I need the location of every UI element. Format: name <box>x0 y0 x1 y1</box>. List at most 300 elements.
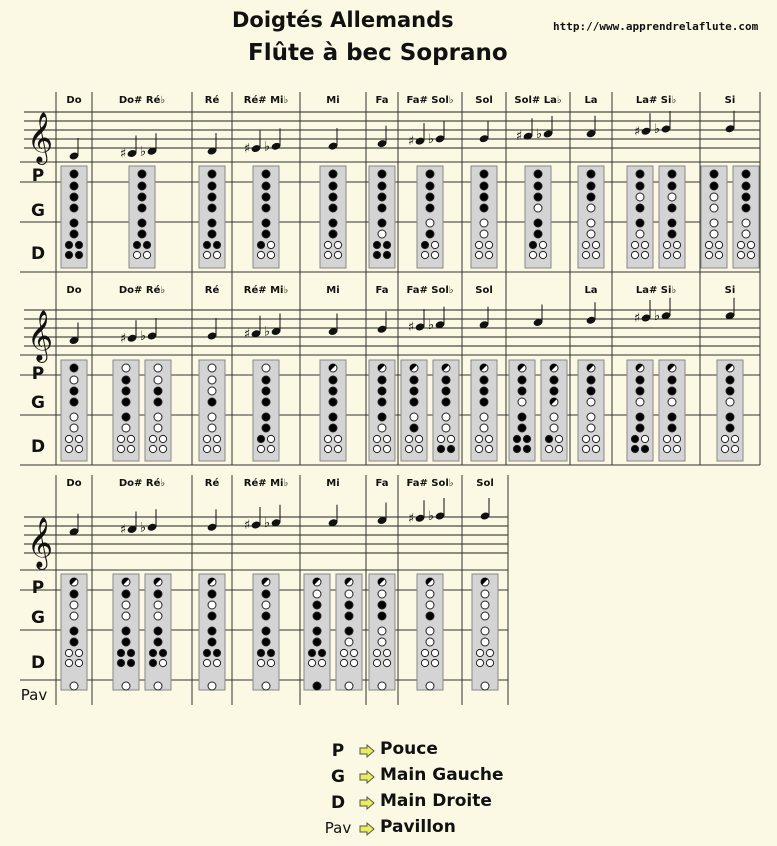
hole-closed <box>329 376 337 384</box>
hole-closed <box>208 230 216 238</box>
hole-open <box>159 435 166 442</box>
hole-closed <box>480 398 488 406</box>
note-column <box>199 284 225 461</box>
hole-closed <box>203 241 210 248</box>
hole-open <box>267 659 274 666</box>
fingering-column-bg <box>417 166 443 268</box>
hole-closed <box>410 376 418 384</box>
hole-open <box>405 445 412 452</box>
hole-open <box>159 659 166 666</box>
hole-closed <box>138 182 146 190</box>
hole-closed <box>636 204 644 212</box>
hole-open <box>410 413 418 421</box>
hole-open <box>431 241 438 248</box>
flat-sign-icon: ♭ <box>139 144 147 160</box>
hole-closed <box>668 413 676 421</box>
hole-closed <box>70 193 78 201</box>
hole-closed <box>262 376 270 384</box>
note-column <box>472 478 498 690</box>
fingering-column-bg <box>369 166 395 268</box>
hole-closed <box>257 241 264 248</box>
hole-open <box>587 424 595 432</box>
fingering-column-bg <box>525 166 551 268</box>
fingering-column-bg <box>253 360 279 461</box>
hole-open <box>262 601 270 609</box>
hole-open <box>122 424 130 432</box>
hole-closed <box>631 435 638 442</box>
hole-closed <box>437 445 444 452</box>
hole-closed <box>641 445 648 452</box>
hole-closed <box>65 241 72 248</box>
hole-open <box>208 376 216 384</box>
hole-open <box>154 682 162 690</box>
hole-open <box>663 241 670 248</box>
hole-closed <box>378 219 386 227</box>
hole-closed <box>159 649 166 656</box>
page-title: Doigtés Allemands <box>232 8 454 32</box>
fingering-column-bg <box>320 360 346 461</box>
note-column <box>244 477 289 690</box>
hole-open <box>65 649 72 656</box>
site-url[interactable]: http://www.apprendrelaflute.com <box>553 20 759 33</box>
hole-open <box>70 424 78 432</box>
hole-closed <box>257 435 264 442</box>
hole-closed <box>208 398 216 406</box>
hole-open <box>415 445 422 452</box>
hole-open <box>475 251 482 258</box>
hole-open <box>731 435 738 442</box>
hole-closed <box>262 204 270 212</box>
arrow-right-icon <box>359 770 375 784</box>
hole-open <box>70 376 78 384</box>
fingering-column-bg <box>659 360 685 461</box>
hole-open <box>122 364 130 372</box>
hole-open <box>378 424 386 432</box>
note-label: Fa# Sol♭ <box>406 95 454 106</box>
fingering <box>304 574 330 690</box>
hole-open <box>208 364 216 372</box>
hole-closed <box>636 170 644 178</box>
hole-closed <box>587 387 595 395</box>
fingering <box>627 360 653 461</box>
hole-closed <box>710 182 718 190</box>
hole-open <box>208 682 216 690</box>
hole-open <box>715 251 722 258</box>
hole-closed <box>426 170 434 178</box>
hole-open <box>213 435 220 442</box>
hole-open <box>534 204 542 212</box>
treble-clef-icon: 𝄞 <box>27 310 54 361</box>
hole-open <box>476 649 483 656</box>
fingering <box>199 360 225 461</box>
hole-closed <box>262 170 270 178</box>
hole-closed <box>378 387 386 395</box>
note-label: Fa# Sol♭ <box>406 285 454 296</box>
hole-open <box>555 445 562 452</box>
hole-open <box>203 659 210 666</box>
sharp-sign-icon: ♯ <box>407 134 415 150</box>
hole-closed <box>523 445 530 452</box>
hole-closed <box>345 612 353 620</box>
note-label: Fa <box>375 285 389 296</box>
hole-closed <box>262 612 270 620</box>
hole-open <box>431 251 438 258</box>
hole-closed <box>208 612 216 620</box>
hole-open <box>481 612 489 620</box>
hole-closed <box>329 387 337 395</box>
hole-open <box>663 251 670 258</box>
hole-open <box>70 413 78 421</box>
hole-open <box>426 638 434 646</box>
flat-sign-icon: ♭ <box>535 126 543 142</box>
hole-open <box>555 435 562 442</box>
fingering <box>578 360 604 461</box>
hole-closed <box>668 219 676 227</box>
hole-open <box>345 590 353 598</box>
hole-closed <box>208 170 216 178</box>
hole-open <box>631 251 638 258</box>
hole-open <box>426 219 434 227</box>
hole-open <box>710 230 718 238</box>
fingering-column-bg <box>113 360 139 461</box>
flat-sign-icon: ♭ <box>139 520 147 536</box>
fingering-column-bg <box>320 166 346 268</box>
hole-open <box>334 445 341 452</box>
hole-closed <box>262 638 270 646</box>
hole-closed <box>668 230 676 238</box>
hole-closed <box>138 193 146 201</box>
fingering <box>659 166 685 268</box>
hole-closed <box>262 424 270 432</box>
flat-sign-icon: ♭ <box>653 122 661 137</box>
fingering-column-bg <box>471 360 497 461</box>
hole-open <box>486 649 493 656</box>
hole-open <box>480 424 488 432</box>
arrow-right-icon <box>359 796 375 810</box>
hole-open <box>75 659 82 666</box>
hole-closed <box>742 204 750 212</box>
hole-open <box>122 601 130 609</box>
note-column <box>244 94 289 268</box>
fingering-column-bg <box>541 360 567 461</box>
hole-open <box>350 659 357 666</box>
row-label-pavillon: Pav <box>20 686 48 704</box>
hole-closed <box>70 170 78 178</box>
hole-open <box>747 251 754 258</box>
fingering <box>471 360 497 461</box>
hole-closed <box>668 204 676 212</box>
hole-closed <box>480 376 488 384</box>
hole-open <box>481 601 489 609</box>
hole-open <box>373 659 380 666</box>
hole-closed <box>529 241 536 248</box>
fingering <box>145 360 171 461</box>
arrow-right-icon <box>359 822 375 836</box>
hole-open <box>127 445 134 452</box>
row-label-gauche: G <box>31 608 45 628</box>
legend-label: Pavillon <box>380 817 456 837</box>
hole-open <box>313 590 321 598</box>
hole-closed <box>208 638 216 646</box>
fingering-column-bg <box>733 166 759 268</box>
hole-closed <box>550 387 558 395</box>
note-label: Sol <box>475 95 493 106</box>
hole-closed <box>421 241 428 248</box>
hole-closed <box>117 659 124 666</box>
hole-closed <box>133 241 140 248</box>
note-column <box>61 478 87 690</box>
note-label: Do <box>66 478 82 489</box>
hole-closed <box>373 251 380 258</box>
system-2 <box>20 282 760 465</box>
hole-open <box>631 241 638 248</box>
hole-open <box>582 445 589 452</box>
hole-open <box>431 649 438 656</box>
hole-closed <box>668 424 676 432</box>
hole-open <box>154 364 162 372</box>
legend-label: Pouce <box>380 739 438 759</box>
hole-open <box>383 445 390 452</box>
hole-closed <box>208 627 216 635</box>
fingering <box>578 166 604 268</box>
row-label-gauche: G <box>31 393 45 413</box>
hole-open <box>742 230 750 238</box>
hole-closed <box>378 182 386 190</box>
hole-open <box>480 413 488 421</box>
hole-closed <box>447 445 454 452</box>
fingering <box>61 360 87 461</box>
hole-closed <box>65 251 72 258</box>
fingering <box>525 166 551 268</box>
fingering-column-bg <box>578 166 604 268</box>
hole-closed <box>426 612 434 620</box>
hole-open <box>636 398 644 406</box>
hole-closed <box>378 170 386 178</box>
fingering <box>336 574 362 690</box>
system-1 <box>20 92 760 282</box>
hole-open <box>481 627 489 635</box>
hole-open <box>485 251 492 258</box>
hole-closed <box>345 601 353 609</box>
fingering-column-bg <box>659 166 685 268</box>
hole-open <box>485 241 492 248</box>
hole-closed <box>208 219 216 227</box>
hole-closed <box>122 387 130 395</box>
hole-open <box>75 445 82 452</box>
hole-closed <box>70 219 78 227</box>
hole-closed <box>329 193 337 201</box>
hole-open <box>149 435 156 442</box>
hole-closed <box>378 376 386 384</box>
fingering <box>199 574 225 690</box>
note-column <box>717 285 743 461</box>
hole-closed <box>203 649 210 656</box>
hole-open <box>592 445 599 452</box>
sharp-sign-icon: ♯ <box>633 124 641 140</box>
hole-closed <box>208 204 216 212</box>
hole-open <box>213 251 220 258</box>
sharp-sign-icon: ♯ <box>515 129 523 145</box>
hole-open <box>426 590 434 598</box>
fingering-column-bg <box>199 166 225 268</box>
hole-open <box>582 251 589 258</box>
note-label: Sol <box>475 285 493 296</box>
hole-open <box>710 219 718 227</box>
hole-open <box>267 241 274 248</box>
hole-open <box>324 445 331 452</box>
hole-open <box>345 638 353 646</box>
hole-closed <box>636 182 644 190</box>
hole-closed <box>257 649 264 656</box>
fingering <box>472 574 498 690</box>
hole-open <box>668 193 676 201</box>
hole-closed <box>154 627 162 635</box>
hole-open <box>378 682 386 690</box>
fingering-column-bg <box>701 166 727 268</box>
hole-open <box>518 398 526 406</box>
sharp-sign-icon: ♯ <box>243 326 251 342</box>
fingering <box>659 360 685 461</box>
hole-open <box>421 251 428 258</box>
hole-open <box>731 445 738 452</box>
hole-closed <box>587 376 595 384</box>
hole-open <box>318 659 325 666</box>
hole-closed <box>262 182 270 190</box>
hole-closed <box>426 182 434 190</box>
fingering <box>369 574 395 690</box>
hole-open <box>75 435 82 442</box>
hole-open <box>539 241 546 248</box>
fingering <box>417 574 443 690</box>
sharp-sign-icon: ♯ <box>243 518 251 533</box>
fingering <box>369 166 395 268</box>
flat-sign-icon: ♭ <box>427 131 435 147</box>
treble-clef-icon: 𝄞 <box>27 517 54 568</box>
treble-clef-icon: 𝄞 <box>27 112 54 163</box>
hole-open <box>475 435 482 442</box>
hole-closed <box>636 424 644 432</box>
hole-open <box>641 241 648 248</box>
hole-open <box>122 682 130 690</box>
fingering-column-bg <box>433 360 459 461</box>
hole-open <box>587 398 595 406</box>
hole-open <box>75 649 82 656</box>
hole-closed <box>70 204 78 212</box>
note-label: Mi <box>326 285 340 296</box>
hole-closed <box>373 241 380 248</box>
note-label: Ré# Mi♭ <box>243 95 289 106</box>
fingering-column-bg <box>578 360 604 461</box>
hole-open <box>154 601 162 609</box>
hole-open <box>442 424 450 432</box>
hole-closed <box>442 387 450 395</box>
hole-open <box>203 435 210 442</box>
hole-closed <box>636 413 644 421</box>
hole-open <box>726 398 734 406</box>
hole-open <box>421 659 428 666</box>
hole-open <box>257 659 264 666</box>
hole-closed <box>426 230 434 238</box>
hole-open <box>324 241 331 248</box>
hole-open <box>324 251 331 258</box>
hole-closed <box>318 649 325 656</box>
hole-open <box>545 445 552 452</box>
hole-open <box>154 376 162 384</box>
hole-closed <box>313 627 321 635</box>
note-label: Fa <box>375 95 389 106</box>
note-column <box>113 284 171 461</box>
hole-open <box>267 251 274 258</box>
legend-key: P <box>331 741 345 761</box>
hole-closed <box>154 590 162 598</box>
hole-closed <box>442 376 450 384</box>
row-label-gauche: G <box>31 201 45 221</box>
hole-closed <box>122 413 130 421</box>
fingering-column-bg <box>61 360 87 461</box>
fingering <box>320 166 346 268</box>
hole-closed <box>742 170 750 178</box>
hole-open <box>673 435 680 442</box>
legend-label: Main Gauche <box>380 765 504 785</box>
sharp-sign-icon: ♯ <box>243 141 251 157</box>
hole-closed <box>329 230 337 238</box>
hole-closed <box>726 387 734 395</box>
sharp-sign-icon: ♯ <box>633 311 641 326</box>
hole-open <box>415 435 422 442</box>
note-column <box>406 478 453 690</box>
hole-closed <box>668 182 676 190</box>
hole-open <box>154 612 162 620</box>
fingering <box>433 360 459 461</box>
hole-open <box>257 445 264 452</box>
hole-open <box>480 219 488 227</box>
hole-closed <box>383 251 390 258</box>
hole-closed <box>329 170 337 178</box>
hole-open <box>641 435 648 442</box>
hole-closed <box>213 241 220 248</box>
hole-closed <box>262 230 270 238</box>
hole-open <box>668 398 676 406</box>
hole-closed <box>138 204 146 212</box>
note-column <box>320 285 346 461</box>
hole-open <box>742 219 750 227</box>
hole-closed <box>534 182 542 190</box>
hole-open <box>117 445 124 452</box>
hole-closed <box>587 182 595 190</box>
hole-closed <box>262 193 270 201</box>
legend-key: Pav <box>324 819 352 837</box>
fingering-column-bg <box>509 360 535 461</box>
hole-open <box>373 435 380 442</box>
hole-open <box>345 682 353 690</box>
fingering-column-bg <box>471 166 497 268</box>
hole-open <box>592 241 599 248</box>
hole-open <box>592 251 599 258</box>
hole-closed <box>480 204 488 212</box>
hole-closed <box>127 649 134 656</box>
note-label: Ré# Mi♭ <box>243 478 289 489</box>
hole-closed <box>742 193 750 201</box>
hole-closed <box>329 424 337 432</box>
note-label: Ré# Mi♭ <box>243 285 289 296</box>
flat-sign-icon: ♭ <box>653 308 661 324</box>
note-column <box>113 477 171 690</box>
hole-closed <box>480 182 488 190</box>
fingering <box>320 360 346 461</box>
hole-closed <box>70 364 78 372</box>
fingering-column-bg <box>627 360 653 461</box>
hole-open <box>721 445 728 452</box>
